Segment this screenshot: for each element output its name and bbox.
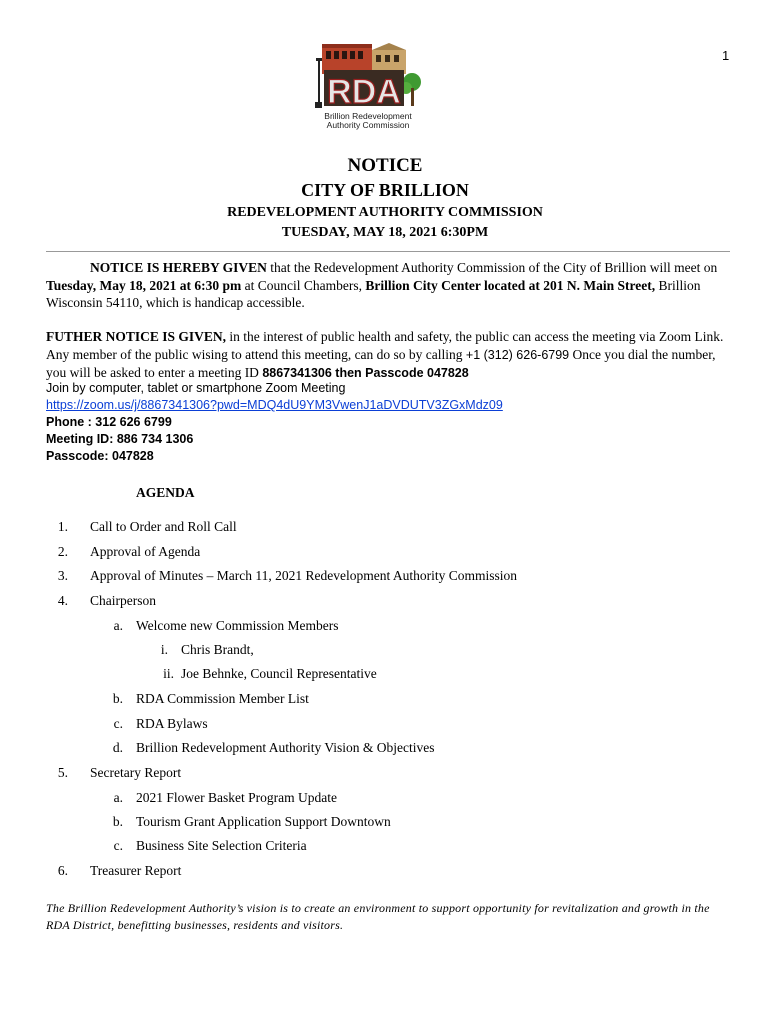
agenda-subitem: Business Site Selection Criteria bbox=[136, 838, 307, 853]
rda-logo-graphic bbox=[312, 42, 424, 132]
logo-caption-line2: Authority Commission bbox=[326, 120, 410, 130]
commission-heading: REDEVELOPMENT AUTHORITY COMMISSION bbox=[227, 205, 543, 220]
meeting-datetime-heading: TUESDAY, MAY 18, 2021 6:30PM bbox=[281, 225, 489, 240]
zoom-phone: Phone : 312 626 6799 bbox=[46, 415, 172, 429]
agenda-item: Call to Order and Roll Call bbox=[90, 519, 237, 534]
further-notice-lead: FUTHER NOTICE IS GIVEN, bbox=[46, 329, 227, 344]
page-number: 1 bbox=[722, 48, 730, 63]
header-divider bbox=[46, 251, 730, 252]
agenda-subsubitem-marker: i. bbox=[160, 642, 168, 657]
agenda-item-marker: 3. bbox=[57, 568, 68, 583]
agenda-item-marker: 2. bbox=[57, 544, 68, 559]
agenda-subitem-marker: b. bbox=[112, 691, 123, 706]
agenda-item: Treasurer Report bbox=[90, 863, 182, 878]
agenda-subsubitem-marker: ii. bbox=[163, 666, 174, 681]
agenda-subitem-marker: b. bbox=[112, 814, 123, 829]
agenda-subsubitem: Joe Behnke, Council Representative bbox=[181, 666, 377, 681]
agenda-subitem-marker: c. bbox=[113, 716, 123, 731]
agenda-item: Approval of Minutes – March 11, 2021 Redevelopment Authority Commission bbox=[90, 568, 517, 583]
logo-caption-line1: Brillion Redevelopment bbox=[324, 111, 412, 121]
agenda-item-marker: 4. bbox=[57, 593, 68, 608]
zoom-meeting-link[interactable]: https://zoom.us/j/8867341306?pwd=MDQ4dU9YM3VwenJ1aDVDUTV3ZGxMdz09 bbox=[46, 398, 503, 412]
meeting-where: Brillion City Center located at 201 N. Main Street, bbox=[365, 277, 656, 293]
rda-logo bbox=[312, 42, 424, 132]
zoom-passcode: Passcode: 047828 bbox=[46, 449, 154, 463]
notice-text-2: at Council Chambers, bbox=[241, 277, 366, 293]
agenda-item-marker: 1. bbox=[57, 519, 68, 534]
agenda-subitem: 2021 Flower Basket Program Update bbox=[136, 790, 337, 805]
agenda-subitem: RDA Bylaws bbox=[136, 716, 208, 731]
agenda-subitem-marker: a. bbox=[113, 618, 123, 633]
agenda-subitem-marker: a. bbox=[113, 790, 123, 805]
agenda-item: Chairperson bbox=[90, 593, 156, 608]
agenda-subitem: Welcome new Commission Members bbox=[136, 618, 339, 633]
city-heading: CITY OF BRILLION bbox=[301, 180, 469, 200]
notice-paragraph bbox=[46, 259, 732, 312]
agenda-item: Approval of Agenda bbox=[90, 544, 201, 559]
meeting-id-inline: 8867341306 then Passcode 047828 bbox=[262, 366, 469, 380]
agenda-item-marker: 6. bbox=[57, 863, 68, 878]
further-notice-text-1: in the interest of public health and safety, the public can access the meeting via Zoom Link. Any member of the public wising to attend this meeting, can do so by calling bbox=[46, 329, 724, 362]
logo-letters: RDA bbox=[327, 73, 401, 111]
further-notice-paragraph bbox=[46, 328, 732, 383]
zoom-meeting-id: Meeting ID: 886 734 1306 bbox=[46, 432, 194, 446]
agenda-subitem: Tourism Grant Application Support Downtown bbox=[136, 814, 391, 829]
agenda-subsubitem: Chris Brandt, bbox=[181, 642, 254, 657]
agenda-item-marker: 5. bbox=[57, 765, 68, 780]
agenda-title: AGENDA bbox=[136, 485, 195, 500]
agenda-item: Secretary Report bbox=[90, 765, 182, 780]
zoom-join-text: Join by computer, tablet or smartphone Zoom Meeting bbox=[46, 381, 346, 395]
vision-statement: The Brillion Redevelopment Authority’s vision is to create an environment to support opportunity for revitalization and growth in the RDA District, benefitting businesses, residents and visitors. bbox=[46, 901, 710, 932]
agenda-subitem-marker: d. bbox=[112, 740, 123, 755]
dial-in-phone: +1 (312) 626-6799 bbox=[465, 347, 570, 362]
notice-heading: NOTICE bbox=[347, 155, 423, 176]
agenda-subitem-marker: c. bbox=[113, 838, 123, 853]
further-notice-text-2: Once you dial the number, you will be asked to enter a meeting ID bbox=[46, 346, 716, 380]
notice-text-3: Brillion Wisconsin 54110, which is handicap accessible. bbox=[46, 277, 701, 310]
notice-lead: NOTICE IS HEREBY GIVEN bbox=[90, 260, 267, 275]
agenda-subitem: Brillion Redevelopment Authority Vision & Objectives bbox=[136, 740, 435, 755]
notice-text-1: that the Redevelopment Authority Commission of the City of Brillion will meet on bbox=[266, 260, 718, 275]
meeting-when: Tuesday, May 18, 2021 at 6:30 pm bbox=[46, 277, 242, 293]
agenda-subitem: RDA Commission Member List bbox=[136, 691, 309, 706]
